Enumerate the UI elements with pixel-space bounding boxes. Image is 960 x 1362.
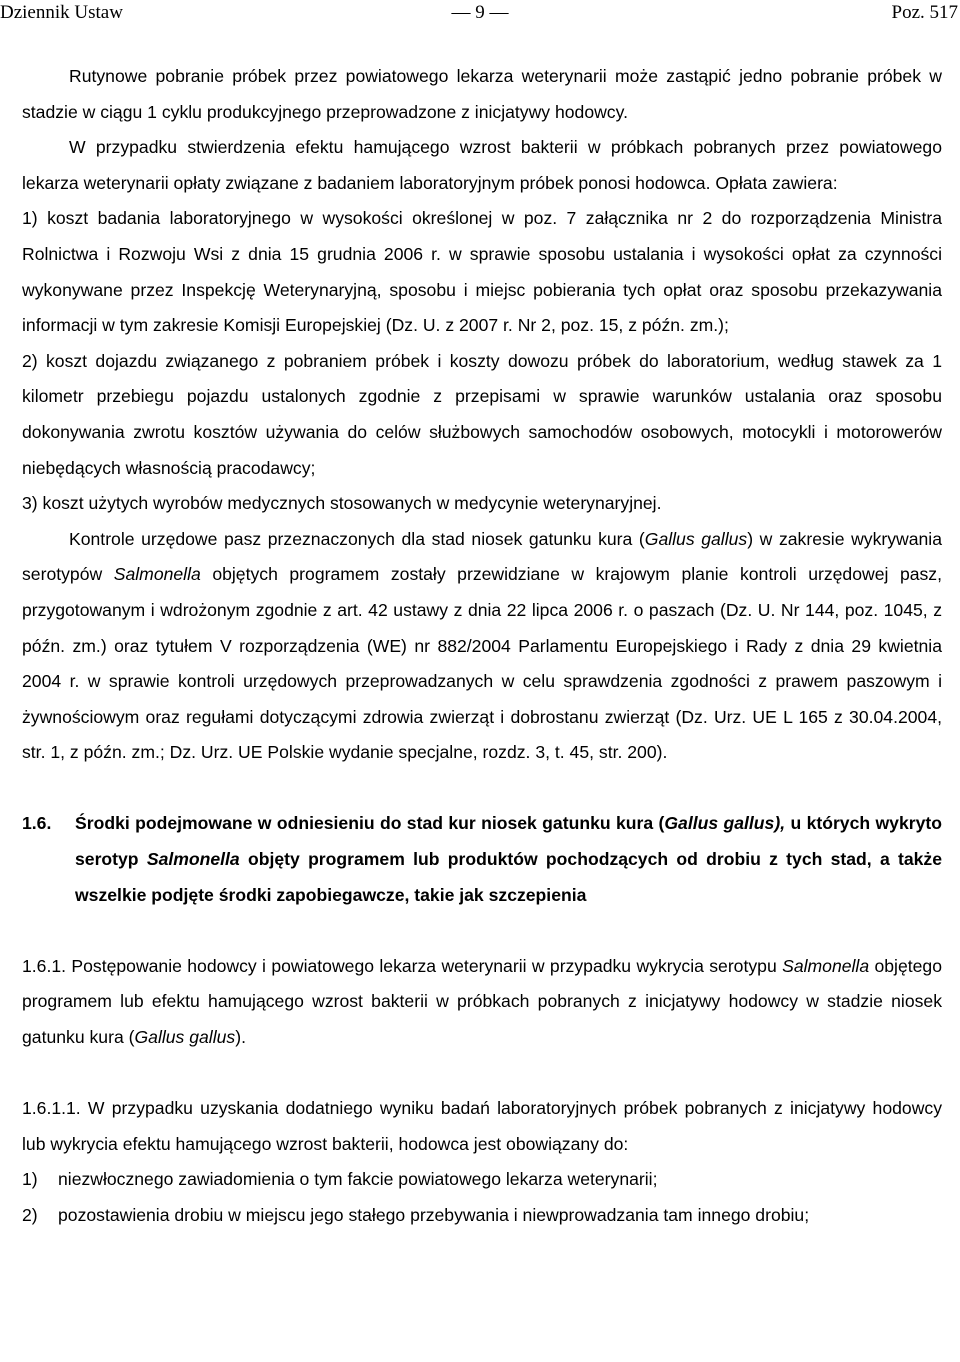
page-number: — 9 — bbox=[451, 2, 509, 23]
section-number: 1.6.1.1. bbox=[22, 1098, 81, 1119]
paragraph-routine-sampling: Rutynowe pobranie próbek przez powiatowego lekarza weterynarii może zastąpić jedno pobranie próbek w stadzie w ciągu 1 cyklu produkcyjnego przeprowadzone z inicjatywy hodowcy. bbox=[22, 66, 942, 122]
section-number: 1.6. bbox=[22, 813, 52, 834]
section-1-6-1: 1.6.1. Postępowanie hodowcy i powiatowego lekarza weterynarii w przypadku wykrycia serotypu Salmonella objętego programem lub efektu hamującego wzrost bakterii w próbkach pobranych z inicjatywy hodowcy w stadzie niosek gatunku kura (Gallus gallus). bbox=[22, 955, 942, 1048]
page-header bbox=[0, 0, 960, 26]
list-item: 2) pozostawienia drobiu w miejscu jego stałego przebywania i niewprowadzania tam innego drobiu; bbox=[22, 1205, 810, 1225]
document-body bbox=[22, 59, 942, 1234]
paragraph-cost-item-2: 2) koszt dojazdu związanego z pobraniem próbek i koszty dowozu próbek do laboratorium, według stawek za 1 kilometr przebiegu pojazdu ustalonych zgodnie z przepisami w sprawie warunków ustalania oraz sposobu dokonywania zwrotu kosztów używania do celów służbowych samochodów osobowych, motocykli i motorowerów niebędących własnością pracodawcy; bbox=[22, 350, 942, 478]
paragraph-inhibitory-effect: W przypadku stwierdzenia efektu hamującego wzrost bakterii w próbkach pobranych przez powiatowego lekarza weterynarii opłaty związane z badaniem laboratoryjnym próbek ponosi hodowca. Opłata zawiera: bbox=[22, 137, 942, 193]
paragraph-cost-item-3: 3) koszt użytych wyrobów medycznych stosowanych w medycynie weterynaryjnej. bbox=[22, 493, 662, 514]
section-number: 1.6.1. bbox=[22, 955, 67, 976]
section-title: Środki podejmowane w odniesieniu do stad kur niosek gatunku kura (Gallus gallus), u których wykryto serotyp Salmonella objęty programem lub produktów pochodzących od drobiu z tych stad, a także wszelkie podjęte środki zapobiegawcze, takie jak szczepienia bbox=[75, 813, 942, 905]
journal-title: Dziennik Ustaw bbox=[0, 2, 123, 23]
paragraph-feed-controls: Kontrole urzędowe pasz przeznaczonych dla stad niosek gatunku kura (Gallus gallus) w zakresie wykrywania serotypów Salmonella objętych programem zostały przewidziane w krajowym planie kontroli urzędowej pasz, przygotowanym i wdrożonym zgodnie z art. 42 ustawy z dnia 22 lipca 2006 r. o paszach (Dz. U. Nr 144, poz. 1045, z późn. zm.) oraz tytułem V rozporządzenia (WE) nr 882/2004 Parlamentu Europejskiego i Rady z dnia 29 kwietnia 2004 r. w sprawie kontroli urzędowych przeprowadzanych w celu sprawdzenia zgodności z prawem paszowym i żywnościowym oraz regułami dotyczącymi zdrowia zwierząt i dobrostanu zwierząt (Dz. Urz. UE L 165 z 30.04.2004, str. 1, z późn. zm.; Dz. Urz. UE Polskie wydanie specjalne, rozdz. 3, t. 45, str. 200). bbox=[22, 528, 942, 763]
section-1-6-heading bbox=[22, 806, 942, 913]
section-1-6-1-1: 1.6.1.1. W przypadku uzyskania dodatniego wyniku badań laboratoryjnych próbek pobranych z inicjatywy hodowcy lub wykrycia efektu hamującego wzrost bakterii, hodowca jest obowiązany do: bbox=[22, 1098, 942, 1154]
list-item: 1) niezwłocznego zawiadomienia o tym fakcie powiatowego lekarza weterynarii; bbox=[22, 1169, 658, 1190]
position-number: Poz. 517 bbox=[891, 2, 958, 23]
paragraph-cost-item-1: 1) koszt badania laboratoryjnego w wysokości określonej w poz. 7 załącznika nr 2 do rozporządzenia Ministra Rolnictwa i Rozwoju Wsi z dnia 15 grudnia 2006 r. w sprawie sposobu ustalania i wysokości opłat za czynności wykonywane przez Inspekcję Weterynaryjną, sposobu i miejsc pobierania tych opłat oraz sposobu przekazywania informacji w tym zakresie Komisji Europejskiej (Dz. U. z 2007 r. Nr 2, poz. 15, z późn. zm.); bbox=[22, 208, 942, 336]
